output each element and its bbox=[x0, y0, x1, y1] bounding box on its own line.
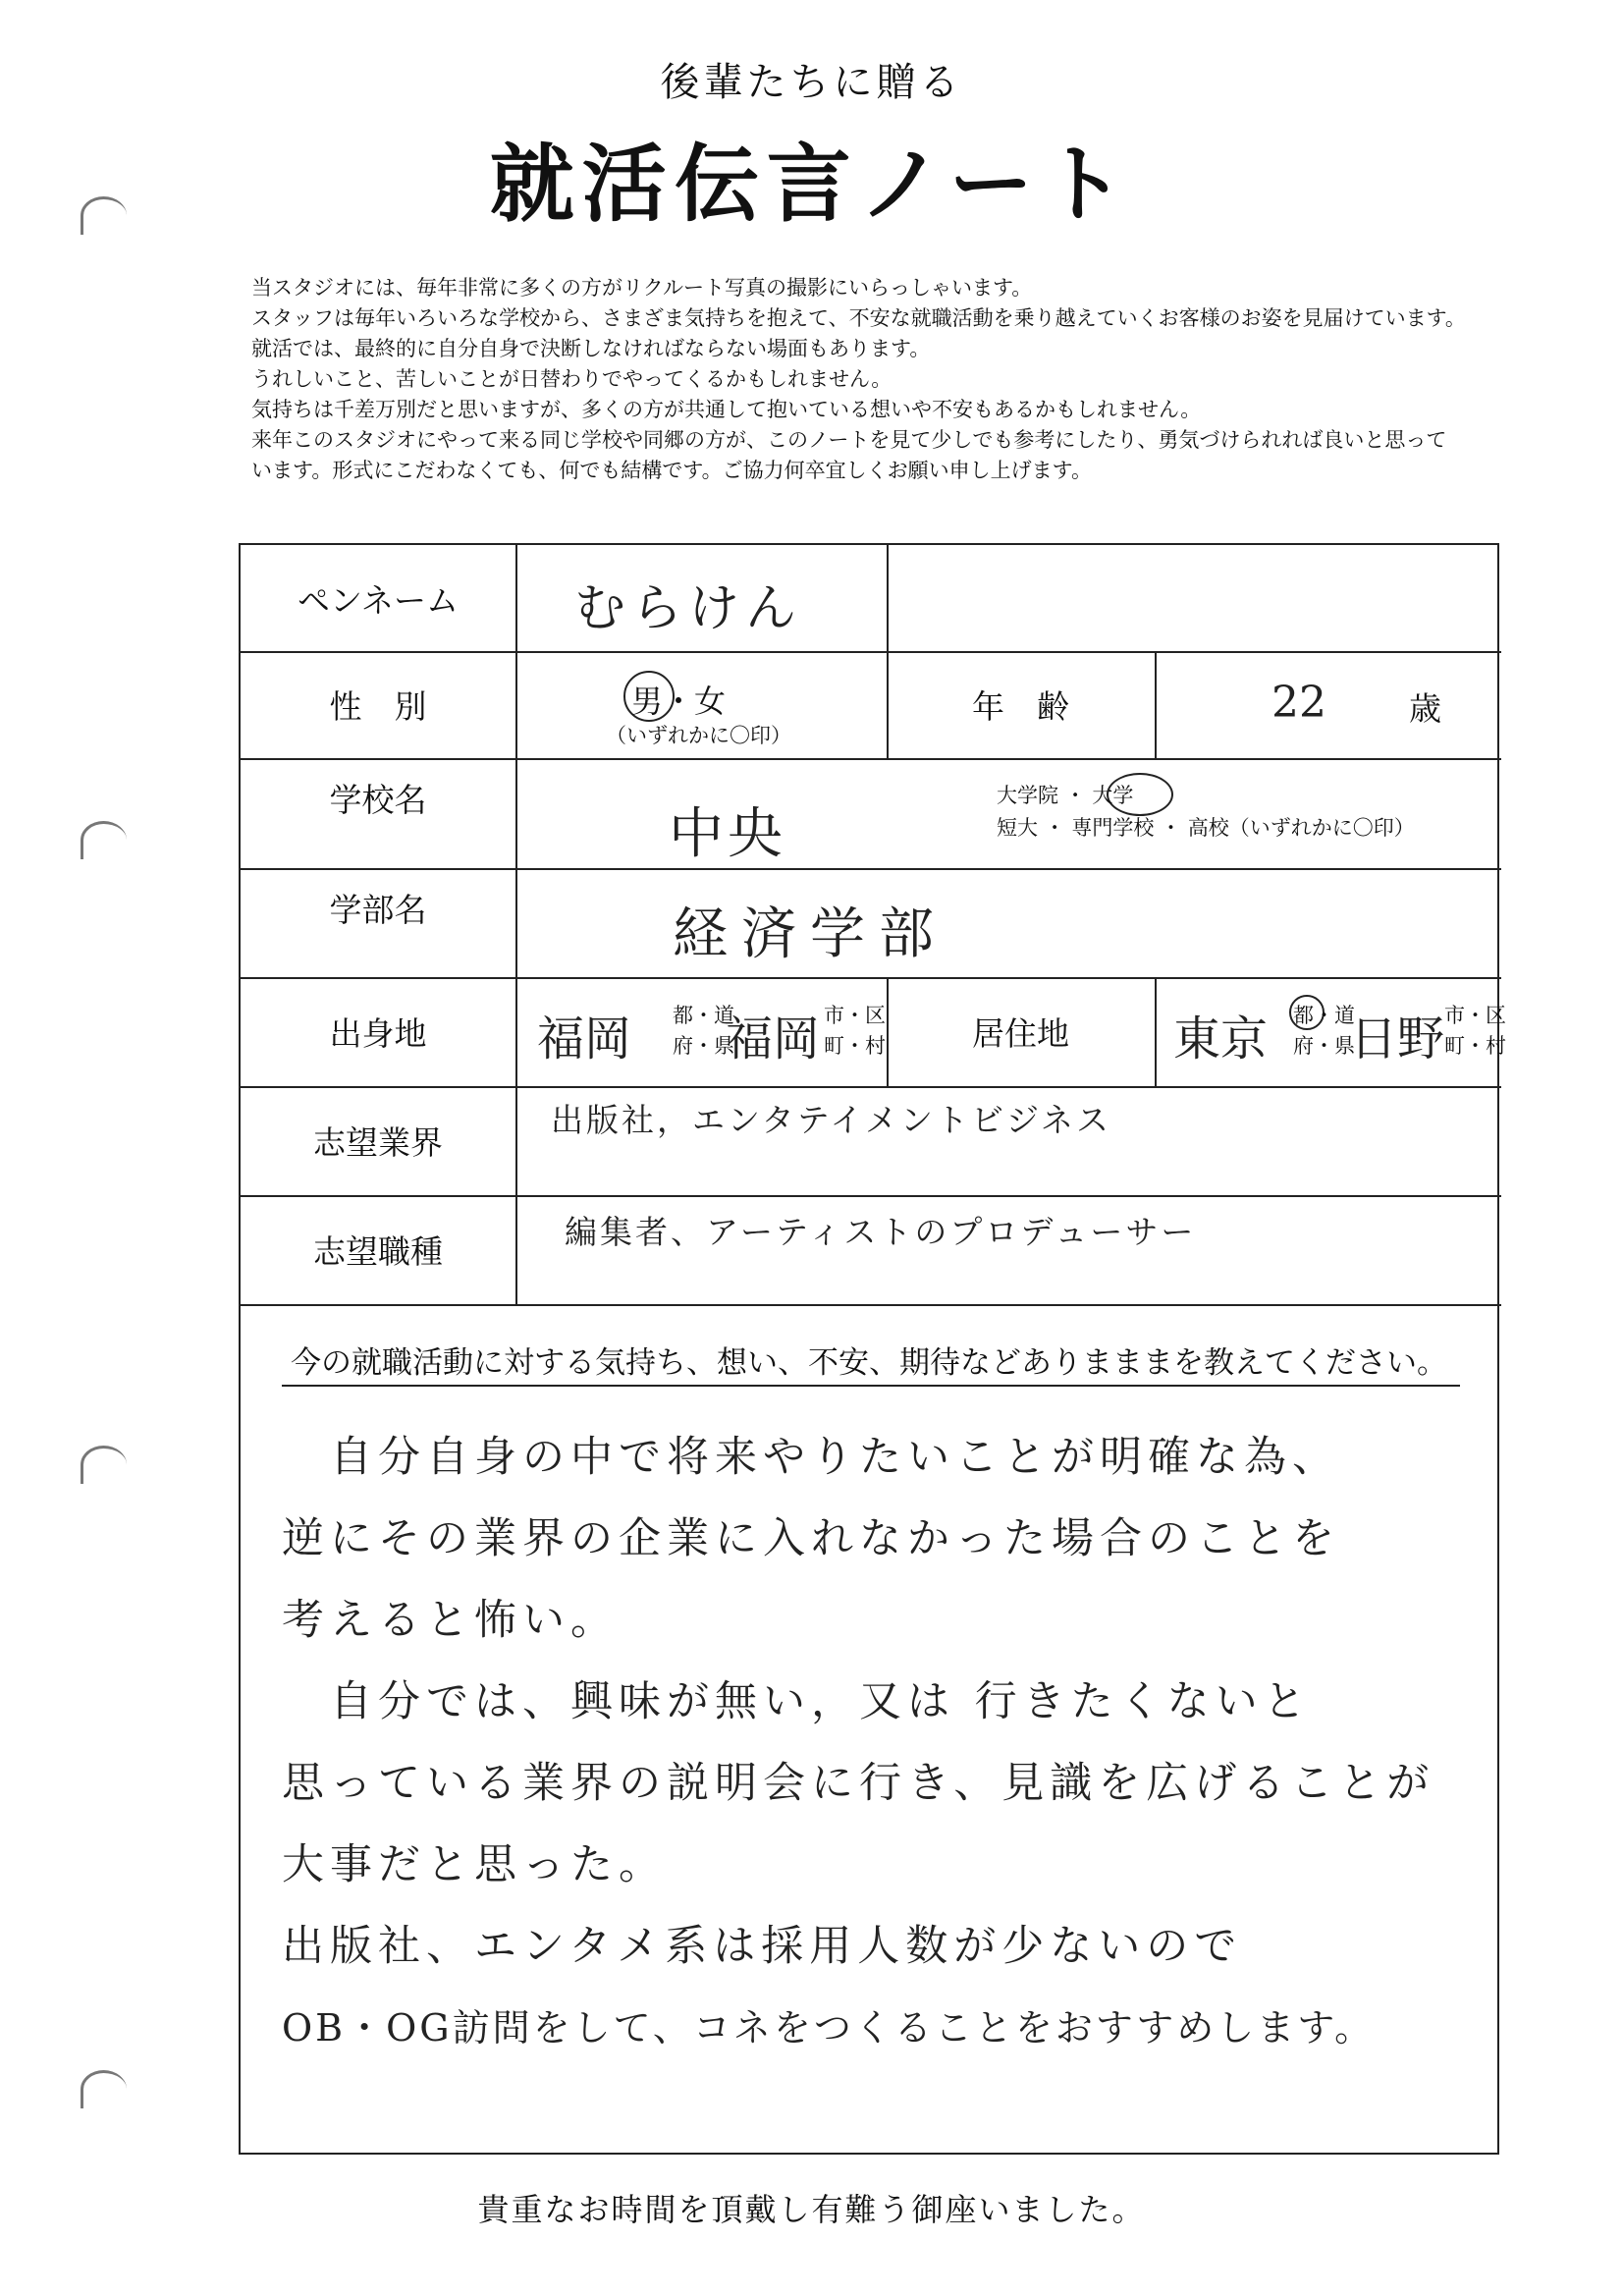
gender-options: 男・女 bbox=[631, 683, 727, 720]
residence-city: 日野 bbox=[1350, 1011, 1445, 1066]
answer-line: 逆にその業界の企業に入れなかった場合のことを bbox=[282, 1514, 1340, 1563]
intro-line: 当スタジオには、毎年非常に多くの方がリクルート写真の撮影にいらっしゃいます。 bbox=[251, 276, 1033, 300]
age-value: 22 bbox=[1271, 678, 1326, 728]
questionnaire-form bbox=[239, 543, 1506, 2155]
age-unit: 歳 bbox=[1409, 689, 1441, 728]
intro-line: 就活では、最終的に自分自身で決断しなければならない場面もあります。 bbox=[251, 337, 931, 360]
intro-line: 気持ちは千差万別だと思いますが、多くの方が共通して抱いている想いや不安もあるかもしれません。 bbox=[251, 398, 1202, 421]
residence-pref: 東京 bbox=[1173, 1011, 1269, 1066]
intro-line: うれしいこと、苦しいことが日替わりでやってくるかもしれません。 bbox=[251, 367, 893, 391]
job-label: 志望職種 bbox=[313, 1232, 443, 1271]
city-suffix: 町・村 bbox=[824, 1034, 886, 1058]
pen-name-label: ペンネーム bbox=[297, 580, 459, 620]
answer-text bbox=[282, 1417, 1480, 2069]
column-divider bbox=[1155, 977, 1157, 1086]
school-type-line1: 大学院 ・ 大学 bbox=[997, 784, 1134, 807]
gender-label: 性 別 bbox=[329, 687, 427, 726]
intro-line: 来年このスタジオにやって来る同じ学校や同郷の方が、このノートを見て少しでも参考にしたり、勇気づけられれば良いと思って bbox=[251, 428, 1447, 452]
page-title: 就活伝言ノート bbox=[489, 136, 1134, 234]
redacted-area bbox=[889, 545, 1497, 651]
hometown-pref: 福岡 bbox=[537, 1011, 632, 1066]
industry-value: 出版社，エンタテイメントビジネス bbox=[551, 1101, 1112, 1139]
pref-suffix: 都・道 bbox=[1293, 1004, 1355, 1027]
row-divider bbox=[241, 1304, 1501, 1306]
answer-line: 考えると怖い。 bbox=[282, 1596, 619, 1645]
page-subtitle: 後輩たちに贈る bbox=[660, 60, 963, 105]
city-suffix: 市・区 bbox=[1444, 1004, 1506, 1027]
industry-label: 志望業界 bbox=[313, 1123, 443, 1162]
intro-text bbox=[251, 273, 1596, 486]
intro-line: スタッフは毎年いろいろな学校から、さまざま気持ちを抱えて、不安な就職活動を乗り越えていくお客様のお姿を見届けています。 bbox=[251, 306, 1466, 330]
age-label: 年 齢 bbox=[972, 687, 1069, 726]
answer-line: OB・OG訪問をして、コネをつくることをおすすめします。 bbox=[282, 2006, 1376, 2050]
pen-name-value: むらけん bbox=[574, 579, 803, 638]
column-divider bbox=[515, 545, 517, 1304]
faculty-label: 学部名 bbox=[329, 890, 427, 929]
column-divider bbox=[1155, 651, 1157, 758]
job-value: 編集者、アーティストのプロデューサー bbox=[565, 1213, 1197, 1251]
pref-suffix: 府・県 bbox=[1293, 1034, 1355, 1058]
answer-line: 出版社、エンタメ系は採用人数が少ないので bbox=[282, 1922, 1243, 1971]
punch-hole bbox=[81, 1446, 127, 1484]
school-label: 学校名 bbox=[329, 780, 427, 819]
gender-note: （いずれかに〇印） bbox=[606, 724, 791, 747]
answer-line: 自分では、興味が無い，又は 行きたくないと bbox=[282, 1677, 1312, 1726]
school-value: 中央 bbox=[669, 802, 786, 866]
intro-line: います。形式にこだわなくても、何でも結構です。ご協力何卒宜しくお願い申し上げます。 bbox=[251, 459, 1092, 482]
answer-line: 思っている業界の説明会に行き、見識を広げることが bbox=[282, 1759, 1435, 1808]
city-suffix: 町・村 bbox=[1444, 1034, 1506, 1058]
punch-hole bbox=[81, 821, 127, 859]
school-type-line2: 短大 ・ 専門学校 ・ 高校（いずれかに〇印） bbox=[997, 816, 1415, 840]
question-prompt: 今の就職活動に対する気持ち、想い、不安、期待などありまままを教えてください。 bbox=[291, 1345, 1447, 1381]
faculty-value: 経済学部 bbox=[673, 902, 947, 966]
residence-label: 居住地 bbox=[972, 1014, 1069, 1053]
pref-suffix: 都・道 bbox=[673, 1004, 734, 1027]
hometown-label: 出身地 bbox=[329, 1014, 427, 1053]
answer-line: 自分自身の中で将来やりたいことが明確な為、 bbox=[282, 1433, 1340, 1482]
city-suffix: 市・区 bbox=[824, 1004, 886, 1027]
answer-line: 大事だと思った。 bbox=[282, 1840, 667, 1889]
footer-thanks: 貴重なお時間を頂戴し有難う御座いました。 bbox=[477, 2191, 1146, 2228]
hometown-city: 福岡 bbox=[726, 1011, 821, 1066]
pref-suffix: 府・県 bbox=[673, 1034, 734, 1058]
punch-hole bbox=[81, 2070, 127, 2108]
